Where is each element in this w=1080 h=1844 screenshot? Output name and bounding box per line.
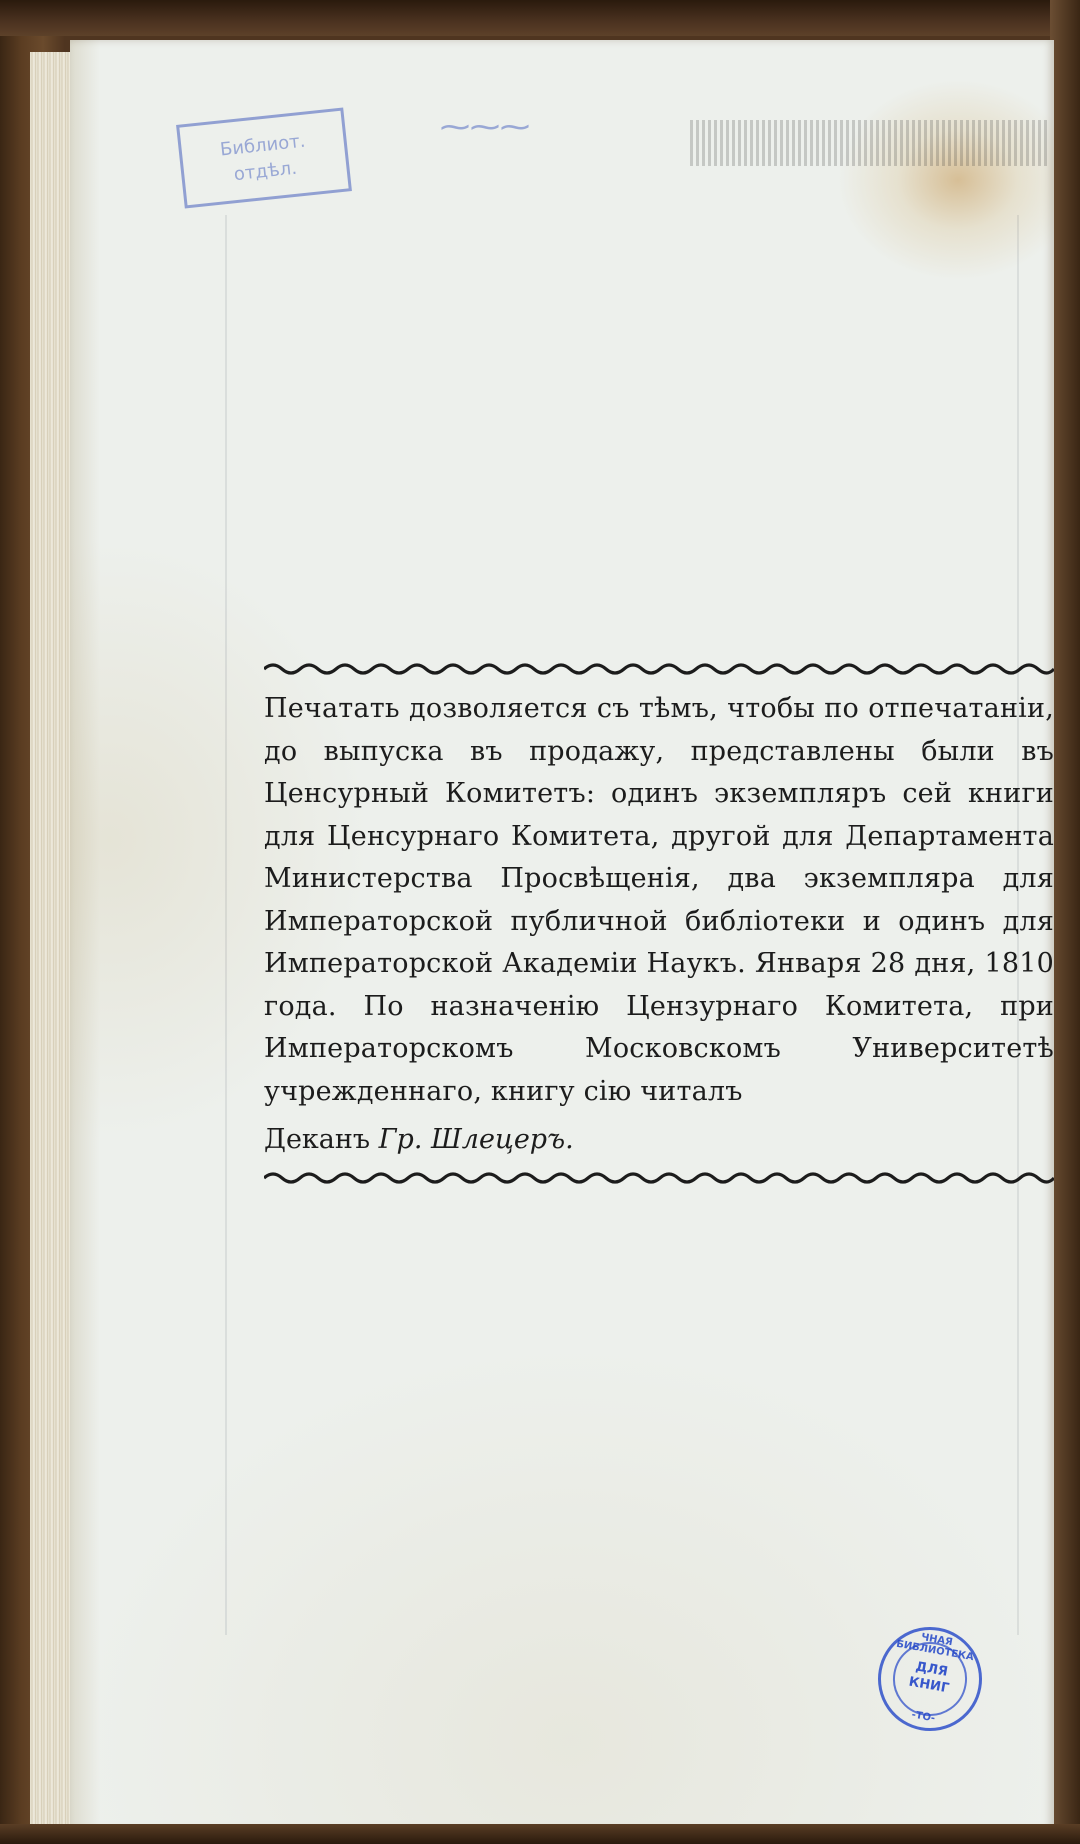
ornamental-rule-bottom [264,1169,1054,1187]
binding-right-edge [1050,0,1080,1844]
round-stamp-ring-text: ЧНАЯ БИБЛИОТЕКА [895,1631,975,1664]
faded-top-marking [690,120,1050,166]
notice-body: Печатать дозволяется съ тѣмъ, чтобы по отпечатаніи, до выпуска въ продажу, представлены были въ Ценсурный Комитетъ: одинъ экземпляръ сей книги для Ценсурнаго Комитета, другой для Департамента Министерства Просвѣщенія, два экземпляра для Императорской публичной библіотеки и одинъ для Императорской Академіи Наукъ. Января 28 дня, 1810 года. По назначенію Цензурнаго Комитета, при Императорскомъ Московскомъ Университетѣ учрежденнаго, книгу сію читалъ [264,693,1054,1107]
handwritten-shelfmark: ⁓⁓⁓ [440,110,530,145]
censorship-notice [264,660,1054,1187]
round-stamp-bottom-text: -ТО- [910,1709,936,1725]
rect-stamp-line-2: отдѣл. [232,157,298,186]
library-round-stamp [870,1619,990,1739]
round-stamp-center-line-1: ДЛЯ [914,1659,949,1680]
binding-top-edge [0,0,1080,36]
book-page [70,40,1054,1830]
binding-bottom-edge [0,1824,1080,1844]
notice-signature [264,1119,1054,1161]
signature-name: Гр. Шлецеръ. [378,1124,574,1155]
library-rectangular-stamp [176,107,352,208]
page-stack-edge [30,52,71,1842]
signature-title: Деканъ [264,1124,371,1155]
ornamental-rule-top [264,660,1054,678]
rect-stamp-line-1: Библиот. [219,130,307,161]
round-stamp-center-line-2: КНИГ [907,1674,951,1697]
